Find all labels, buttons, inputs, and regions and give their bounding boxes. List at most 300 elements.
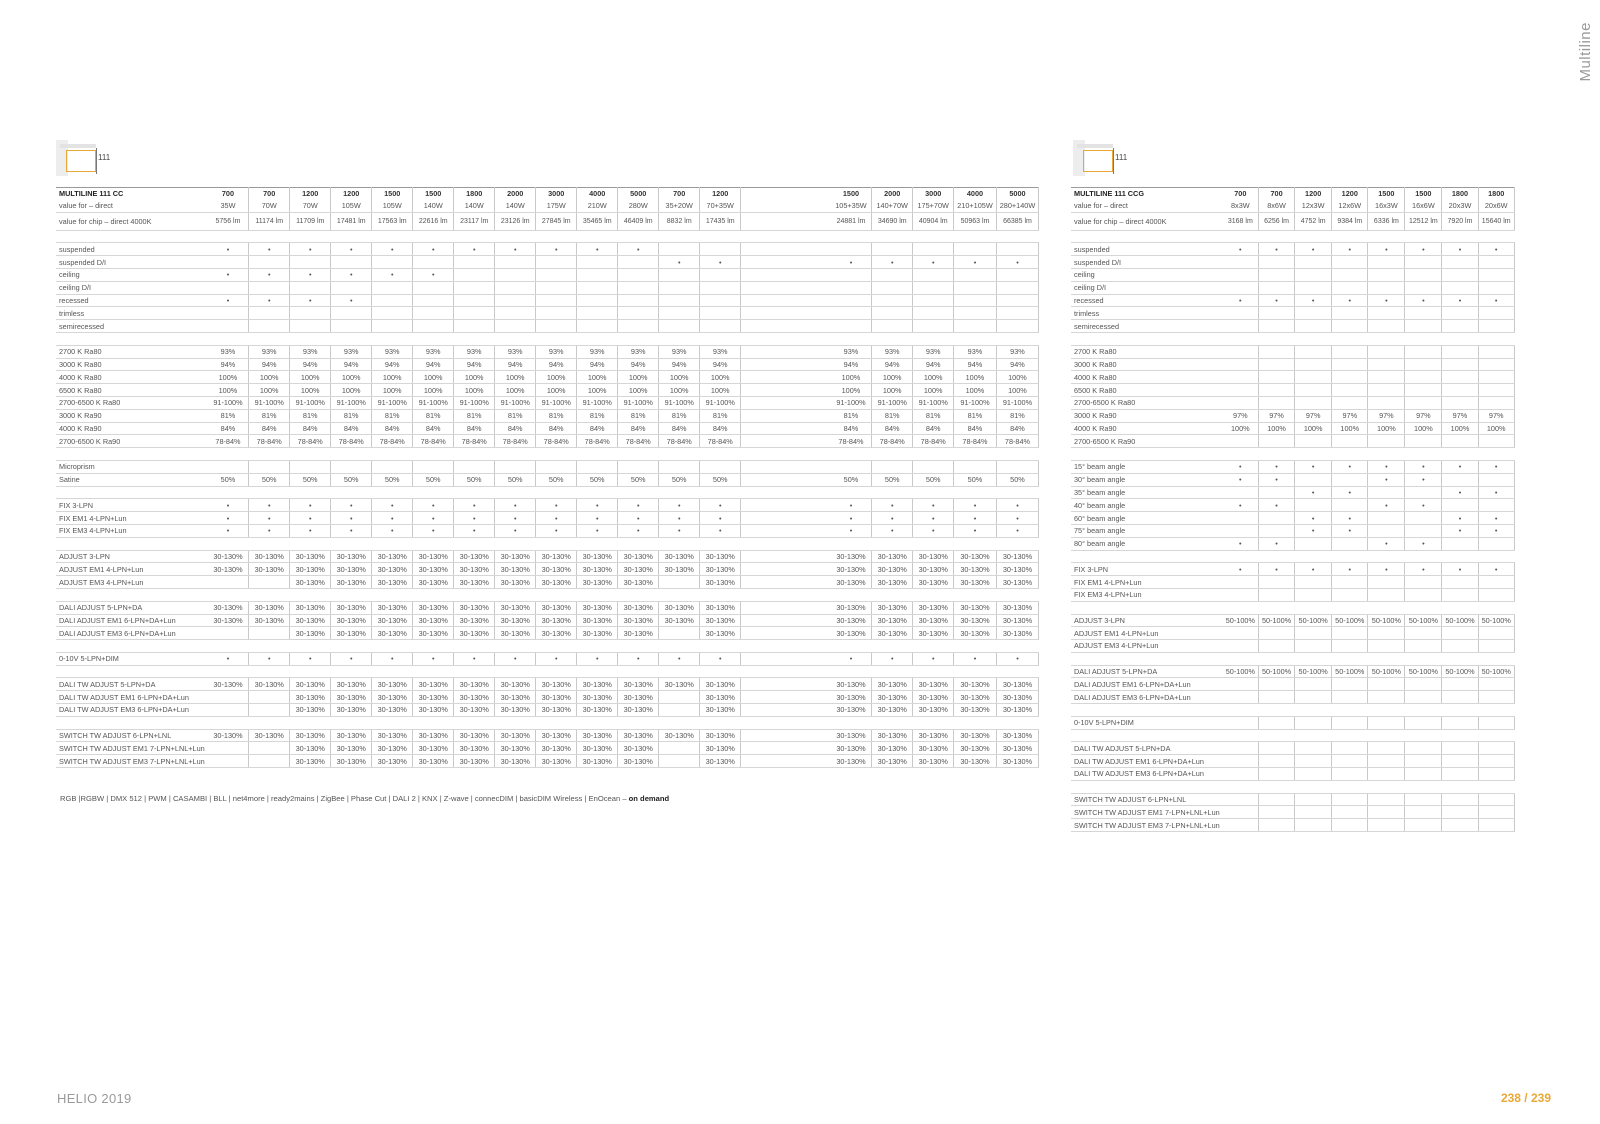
table-cell: [1478, 307, 1514, 320]
table-cell: [1442, 256, 1478, 269]
table-cell: 30-130%: [872, 678, 913, 691]
table-cell: •: [249, 499, 290, 512]
table-cell: 81%: [700, 409, 741, 422]
table-cell: 94%: [872, 358, 913, 371]
table-cell: [659, 755, 700, 768]
table-row: [1071, 268, 1514, 281]
table-cell: 100%: [1295, 422, 1332, 435]
table-cell: [1258, 716, 1294, 729]
row-label: FIX EM1 4-LPN+Lun: [1071, 576, 1223, 589]
table-cell: 100%: [413, 371, 454, 384]
table-cell: 100%: [1405, 422, 1442, 435]
column-gap: [741, 563, 831, 576]
table-cell: •: [1478, 486, 1514, 499]
table-cell: [1405, 358, 1442, 371]
table-cell: 30-130%: [208, 601, 249, 614]
table-cell: •: [831, 524, 872, 537]
table-cell: 30-130%: [372, 614, 413, 627]
table-cell: 100%: [1442, 422, 1478, 435]
table-cell: 30-130%: [290, 742, 331, 755]
table-cell: 3000: [913, 188, 954, 200]
table-cell: •: [1442, 460, 1478, 473]
table-cell: 140+70W: [872, 200, 913, 212]
table-cell: [1295, 691, 1332, 704]
table-cell: 30-130%: [996, 755, 1039, 768]
row-label: FIX 3-LPN: [1071, 563, 1223, 576]
column-gap: [741, 320, 831, 333]
table-cell: 91-100%: [831, 396, 872, 409]
table-cell: 100%: [1478, 422, 1514, 435]
table-cell: [1368, 678, 1405, 691]
table-cell: 5000: [996, 188, 1039, 200]
table-cell: 1800: [1442, 188, 1478, 200]
row-label: SWITCH TW ADJUST 6-LPN+LNL: [56, 729, 208, 742]
table-cell: [1223, 486, 1259, 499]
table-cell: •: [454, 512, 495, 525]
table-cell: [208, 320, 249, 333]
table-cell: [372, 460, 413, 473]
table-cell: [1223, 384, 1259, 397]
table-cell: •: [372, 652, 413, 665]
table-cell: 50-100%: [1442, 614, 1478, 627]
profile-icon-cc: [56, 140, 111, 180]
table-cell: [954, 460, 997, 473]
table-cell: 1500: [372, 188, 413, 200]
table-cell: [1442, 473, 1478, 486]
table-cell: 35465 lm: [577, 212, 618, 230]
table-row: [1071, 384, 1514, 397]
table-cell: 30-130%: [290, 550, 331, 563]
table-cell: 78-84%: [618, 435, 659, 448]
table-cell: 30-130%: [913, 614, 954, 627]
table-cell: 3168 lm: [1223, 212, 1259, 230]
table-cell: [1223, 576, 1259, 589]
table-cell: 30-130%: [954, 614, 997, 627]
table-cell: [1295, 281, 1332, 294]
table-cell: 81%: [618, 409, 659, 422]
row-label: 3000 K Ra90: [56, 409, 208, 422]
table-cell: [659, 320, 700, 333]
row-label: DALI TW ADJUST EM1 6-LPN+DA+Lun: [1071, 755, 1223, 768]
table-cell: [1442, 691, 1478, 704]
table-cell: [1295, 435, 1332, 448]
table-cell: •: [618, 512, 659, 525]
table-cell: 30-130%: [249, 550, 290, 563]
table-cell: •: [331, 499, 372, 512]
table-cell: [1258, 755, 1294, 768]
table-cell: 50-100%: [1332, 665, 1368, 678]
table-cell: 24881 lm: [831, 212, 872, 230]
table-cell: 94%: [208, 358, 249, 371]
lumen-row: [56, 212, 1039, 230]
table-cell: 30-130%: [577, 601, 618, 614]
row-label: DALI TW ADJUST 5-LPN+DA: [56, 678, 208, 691]
table-row: [1071, 345, 1514, 358]
table-cell: 78-84%: [413, 435, 454, 448]
table-cell: 23117 lm: [454, 212, 495, 230]
table-cell: 105+35W: [831, 200, 872, 212]
table-cell: 78-84%: [872, 435, 913, 448]
table-cell: 50-100%: [1368, 614, 1405, 627]
table-cell: •: [208, 512, 249, 525]
table-row: [1071, 294, 1514, 307]
table-cell: [659, 268, 700, 281]
table-cell: 105W: [331, 200, 372, 212]
table-cell: [1442, 755, 1478, 768]
table-cell: 2000: [872, 188, 913, 200]
table-row: [1071, 755, 1514, 768]
table-cell: 30-130%: [495, 704, 536, 717]
table-row: [1071, 614, 1514, 627]
row-spacer: [56, 448, 1039, 461]
column-gap: [741, 627, 831, 640]
table-cell: 30-130%: [913, 729, 954, 742]
table-cell: 2000: [495, 188, 536, 200]
table-cell: [1478, 819, 1514, 832]
table-cell: 1800: [454, 188, 495, 200]
table-cell: •: [1368, 473, 1405, 486]
table-row: [56, 294, 1039, 307]
table-cell: 100%: [208, 384, 249, 397]
table-cell: [1368, 486, 1405, 499]
table-cell: 30-130%: [618, 755, 659, 768]
table-cell: 50%: [659, 473, 700, 486]
table-cell: •: [618, 652, 659, 665]
column-gap: [741, 256, 831, 269]
table-cell: •: [372, 524, 413, 537]
table-cell: 30-130%: [913, 563, 954, 576]
table-cell: 70+35W: [700, 200, 741, 212]
table-cell: [208, 691, 249, 704]
table-cell: 93%: [954, 345, 997, 358]
table-cell: 30-130%: [331, 755, 372, 768]
table-cell: [1405, 512, 1442, 525]
table-cell: 50%: [618, 473, 659, 486]
table-cell: [954, 268, 997, 281]
table-cell: [1295, 716, 1332, 729]
table-cell: 81%: [577, 409, 618, 422]
table-cell: 30-130%: [331, 601, 372, 614]
table-cell: 81%: [536, 409, 577, 422]
table-cell: 30-130%: [372, 627, 413, 640]
table-cell: 81%: [913, 409, 954, 422]
table-cell: [954, 281, 997, 294]
row-spacer: [1071, 704, 1514, 717]
row-spacer: [1071, 448, 1514, 461]
row-label: DALI ADJUST EM3 6-LPN+DA+Lun: [56, 627, 208, 640]
table-cell: [1442, 640, 1478, 653]
table-cell: 30-130%: [996, 742, 1039, 755]
table-cell: [249, 691, 290, 704]
row-label: DALI ADJUST EM3 6-LPN+DA+Lun: [1071, 691, 1223, 704]
table-cell: •: [831, 512, 872, 525]
table-cell: 78-84%: [700, 435, 741, 448]
table-cell: [1368, 396, 1405, 409]
table-cell: 100%: [1258, 422, 1294, 435]
table-cell: •: [413, 243, 454, 256]
table-cell: 84%: [208, 422, 249, 435]
table-row: [56, 550, 1039, 563]
table-cell: •: [536, 652, 577, 665]
column-gap: [741, 371, 831, 384]
table-cell: •: [290, 512, 331, 525]
table-cell: •: [872, 652, 913, 665]
table-cell: [290, 320, 331, 333]
row-spacer: [56, 588, 1039, 601]
table-cell: 12512 lm: [1405, 212, 1442, 230]
table-cell: 100%: [913, 371, 954, 384]
table-cell: [1332, 396, 1368, 409]
table-cell: 105W: [372, 200, 413, 212]
table-cell: 30-130%: [577, 742, 618, 755]
table-cell: •: [831, 256, 872, 269]
table-row: [1071, 768, 1514, 781]
table-cell: •: [577, 499, 618, 512]
column-gap: [741, 499, 831, 512]
table-cell: 30-130%: [618, 729, 659, 742]
table-cell: 30-130%: [872, 550, 913, 563]
table-cell: 100%: [996, 371, 1039, 384]
table-cell: [372, 320, 413, 333]
table-cell: [1478, 499, 1514, 512]
table-cell: 30-130%: [290, 563, 331, 576]
table-cell: [913, 307, 954, 320]
table-cell: •: [536, 243, 577, 256]
table-cell: 30-130%: [249, 601, 290, 614]
table-row: [56, 652, 1039, 665]
table-row: [56, 435, 1039, 448]
table-cell: 50%: [954, 473, 997, 486]
table-cell: 30-130%: [413, 742, 454, 755]
column-gap: [741, 396, 831, 409]
table-cell: [1223, 512, 1259, 525]
table-cell: [536, 256, 577, 269]
table-cell: 30-130%: [208, 614, 249, 627]
table-cell: 30-130%: [495, 550, 536, 563]
table-cell: [1405, 524, 1442, 537]
table-row: [1071, 486, 1514, 499]
table-cell: •: [872, 499, 913, 512]
table-cell: 91-100%: [872, 396, 913, 409]
table-cell: 78-84%: [290, 435, 331, 448]
table-cell: 23126 lm: [495, 212, 536, 230]
table-cell: [1368, 345, 1405, 358]
table-cell: 100%: [872, 384, 913, 397]
column-gap: [741, 678, 831, 691]
table-cell: [1478, 371, 1514, 384]
table-cell: 30-130%: [495, 576, 536, 589]
table-cell: 50-100%: [1442, 665, 1478, 678]
table-row: [1071, 819, 1514, 832]
table-cell: [1442, 716, 1478, 729]
table-cell: •: [1295, 294, 1332, 307]
table-cell: [1258, 256, 1294, 269]
table-cell: [1405, 281, 1442, 294]
table-row: [1071, 281, 1514, 294]
table-cell: 100%: [536, 371, 577, 384]
table-cell: [1368, 806, 1405, 819]
table-cell: 50%: [700, 473, 741, 486]
table-cell: [1258, 640, 1294, 653]
table-cell: [1478, 793, 1514, 806]
table-cell: 30-130%: [495, 563, 536, 576]
column-gap: [741, 384, 831, 397]
column-gap: [741, 294, 831, 307]
table-cell: [1332, 691, 1368, 704]
column-gap: [741, 524, 831, 537]
row-spacer: [1071, 332, 1514, 345]
table-cell: [1332, 384, 1368, 397]
table-cell: [954, 320, 997, 333]
table-cell: [413, 281, 454, 294]
row-label: semirecessed: [1071, 320, 1223, 333]
table-cell: [1368, 371, 1405, 384]
table-cell: 91-100%: [290, 396, 331, 409]
table-cell: 84%: [249, 422, 290, 435]
table-cell: 30-130%: [495, 755, 536, 768]
table-cell: 30-130%: [618, 678, 659, 691]
table-cell: 20x3W: [1442, 200, 1478, 212]
table-cell: 30-130%: [872, 601, 913, 614]
table-cell: 93%: [659, 345, 700, 358]
table-cell: [1368, 588, 1405, 601]
table-cell: •: [1258, 499, 1294, 512]
table-cell: [1332, 281, 1368, 294]
table-cell: 100%: [659, 384, 700, 397]
row-label: suspended D/I: [56, 256, 208, 269]
table-cell: 91-100%: [659, 396, 700, 409]
table-cell: 40904 lm: [913, 212, 954, 230]
table-cell: [831, 281, 872, 294]
table-cell: [1223, 768, 1259, 781]
table-cell: [1405, 576, 1442, 589]
table-cell: 1800: [1478, 188, 1514, 200]
table-cell: [1295, 268, 1332, 281]
table-cell: [700, 307, 741, 320]
table-cell: [413, 320, 454, 333]
table-cell: [700, 320, 741, 333]
table-cell: 100%: [413, 384, 454, 397]
table-cell: 30-130%: [618, 704, 659, 717]
table-cell: 81%: [413, 409, 454, 422]
table-cell: 30-130%: [536, 742, 577, 755]
table-cell: 30-130%: [996, 678, 1039, 691]
table-cell: •: [954, 499, 997, 512]
table-cell: 280W: [618, 200, 659, 212]
table-cell: 30-130%: [831, 563, 872, 576]
table-row: [56, 601, 1039, 614]
row-label: DALI TW ADJUST 5-LPN+DA: [1071, 742, 1223, 755]
table-cell: 50%: [290, 473, 331, 486]
table-cell: 30-130%: [659, 614, 700, 627]
spec-table-ccg: [1071, 187, 1515, 832]
table-cell: •: [1223, 499, 1259, 512]
table-cell: [1368, 320, 1405, 333]
table-cell: [1332, 576, 1368, 589]
table-cell: •: [1295, 563, 1332, 576]
table-cell: [831, 460, 872, 473]
table-cell: 1200: [1332, 188, 1368, 200]
table-cell: 30-130%: [831, 704, 872, 717]
table-cell: •: [1258, 460, 1294, 473]
table-cell: 30-130%: [372, 576, 413, 589]
table-cell: 30-130%: [454, 755, 495, 768]
table-cell: [1295, 358, 1332, 371]
table-cell: 30-130%: [536, 704, 577, 717]
table-cell: [331, 307, 372, 320]
table-cell: [577, 307, 618, 320]
table-cell: •: [1258, 537, 1294, 550]
table-cell: 100%: [1223, 422, 1259, 435]
table-cell: •: [372, 512, 413, 525]
table-cell: 78-84%: [831, 435, 872, 448]
table-cell: •: [290, 294, 331, 307]
row-label: FIX EM3 4-LPN+Lun: [56, 524, 208, 537]
table-cell: [1258, 358, 1294, 371]
table-cell: •: [996, 652, 1039, 665]
table-cell: •: [290, 499, 331, 512]
table-cell: [1258, 384, 1294, 397]
table-cell: 91-100%: [495, 396, 536, 409]
table-cell: [1442, 281, 1478, 294]
table-cell: [1223, 320, 1259, 333]
table-cell: [1368, 716, 1405, 729]
table-cell: [618, 460, 659, 473]
table-cell: •: [1258, 294, 1294, 307]
table-cell: •: [913, 512, 954, 525]
table-cell: •: [413, 524, 454, 537]
table-row: [1071, 588, 1514, 601]
table-cell: 50%: [996, 473, 1039, 486]
table-cell: [1332, 537, 1368, 550]
table-cell: [659, 281, 700, 294]
table-cell: •: [249, 243, 290, 256]
table-cell: [1478, 576, 1514, 589]
table-cell: 84%: [659, 422, 700, 435]
table-cell: [1442, 537, 1478, 550]
table-cell: [1442, 819, 1478, 832]
table-cell: 30-130%: [913, 704, 954, 717]
table-cell: 5000: [618, 188, 659, 200]
table-cell: 12x6W: [1332, 200, 1368, 212]
table-cell: 30-130%: [290, 704, 331, 717]
table-cell: 100%: [996, 384, 1039, 397]
table-cell: 81%: [495, 409, 536, 422]
table-cell: 30-130%: [954, 563, 997, 576]
table-cell: •: [1478, 524, 1514, 537]
table-cell: [1295, 499, 1332, 512]
table-cell: [1258, 806, 1294, 819]
table-cell: [290, 281, 331, 294]
row-spacer: [1071, 230, 1514, 243]
table-cell: 30-130%: [495, 678, 536, 691]
table-cell: 93%: [331, 345, 372, 358]
table-cell: 100%: [372, 371, 413, 384]
table-cell: [1332, 320, 1368, 333]
row-spacer: [56, 332, 1039, 345]
header-row: [1071, 188, 1514, 200]
table-cell: 81%: [331, 409, 372, 422]
table-cell: [659, 294, 700, 307]
row-label: ADJUST EM1 4-LPN+Lun: [56, 563, 208, 576]
row-label: 3000 K Ra80: [1071, 358, 1223, 371]
table-cell: 30-130%: [413, 755, 454, 768]
column-gap: [741, 512, 831, 525]
table-cell: [1368, 691, 1405, 704]
table-cell: •: [290, 524, 331, 537]
table-cell: •: [996, 524, 1039, 537]
table-cell: 93%: [372, 345, 413, 358]
